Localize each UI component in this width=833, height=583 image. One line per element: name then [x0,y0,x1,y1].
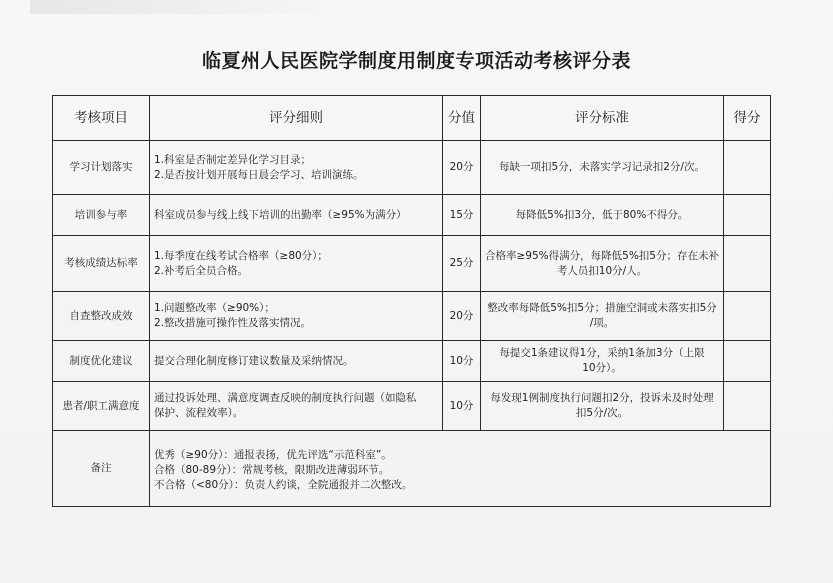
table-row [53,236,771,292]
row-score: 10分 [443,382,481,431]
detail-line: 科室成员参与线上线下培训的出勤率（≥95%为满分） [154,208,407,221]
row-got-cell[interactable] [724,236,771,292]
detail-line: 通过投诉处理、满意度调查反映的制度执行问题（如隐私 [154,392,417,404]
note-label: 备注 [53,431,150,507]
row-score: 10分 [443,341,481,382]
standard-line: 每提交1条建议得1分，采纳1条加3分（上限 [499,347,705,359]
row-got-cell[interactable] [724,292,771,341]
standard-line: 整改率每降低5%扣5分；措施空洞或未落实扣5分 [487,302,717,314]
detail-line: 1.每季度在线考试合格率（≥80分）； [154,249,328,262]
row-detail [150,341,443,382]
row-got-cell[interactable] [724,341,771,382]
row-standard [481,195,724,236]
detail-line: 提交合理化制度修订建议数量及采纳情况。 [154,354,354,367]
row-got-cell[interactable] [724,195,771,236]
row-detail [150,292,443,341]
note-line: 不合格（<80分）：负责人约谈，全院通报并二次整改。 [154,479,413,491]
row-item: 制度优化建议 [53,341,150,382]
row-item: 自查整改成效 [53,292,150,341]
detail-line: 2.是否按计划开展每日晨会学习、培训演练。 [154,168,364,181]
standard-line: 每发现1例制度执行问题扣2分，投诉未及时处理 [490,392,714,404]
row-standard [481,292,724,341]
table-row [53,341,771,382]
table-row [53,292,771,341]
row-got-cell[interactable] [724,382,771,431]
row-score: 15分 [443,195,481,236]
standard-line: 每缺一项扣5分，未落实学习记录扣2分/次。 [499,161,705,173]
standard-line: 合格率≥95%得满分，每降低5%扣5分；存在未补 [485,249,719,262]
note-row [53,431,771,507]
table-header-row [53,96,771,141]
standard-line: 每降低5%扣3分，低于80%不得分。 [515,208,689,221]
header-detail: 评分细则 [150,96,443,141]
row-score: 20分 [443,292,481,341]
row-detail [150,141,443,195]
row-standard [481,382,724,431]
standard-line: /项。 [589,317,615,329]
row-score: 20分 [443,141,481,195]
standard-line: 扣5分/次。 [575,407,629,419]
standard-line: 10分）。 [582,362,622,374]
header-standard: 评分标准 [481,96,724,141]
row-standard [481,236,724,292]
row-item: 学习计划落实 [53,141,150,195]
header-item: 考核项目 [53,96,150,141]
header-got: 得分 [724,96,771,141]
row-standard [481,341,724,382]
detail-line: 2.整改措施可操作性及落实情况。 [154,317,312,329]
header-score: 分值 [443,96,481,141]
detail-line: 2.补考后全员合格。 [154,264,249,277]
note-line: 优秀（≥90分）：通报表扬，优先评选“示范科室”。 [154,449,392,461]
note-content [150,431,771,507]
standard-line: 考人员扣10分/人。 [556,264,648,277]
table-row [53,195,771,236]
detail-line: 1.科室是否制定差异化学习目录； [154,153,312,166]
note-line: 合格（80-89分）：常规考核，限期改进薄弱环节。 [154,464,390,476]
table-row [53,141,771,195]
score-table [52,95,771,507]
scan-artifact [30,0,320,14]
row-detail [150,195,443,236]
row-item: 培训参与率 [53,195,150,236]
row-standard [481,141,724,195]
document-title: 临夏州人民医院学制度用制度专项活动考核评分表 [201,50,631,72]
row-score: 25分 [443,236,481,292]
detail-line: 保护、流程效率）。 [154,407,244,419]
row-detail [150,236,443,292]
row-item: 考核成绩达标率 [53,236,150,292]
table-row [53,382,771,431]
row-detail [150,382,443,431]
detail-line: 1.问题整改率（≥90%）； [154,302,275,314]
row-item: 患者/职工满意度 [53,382,150,431]
row-got-cell[interactable] [724,141,771,195]
